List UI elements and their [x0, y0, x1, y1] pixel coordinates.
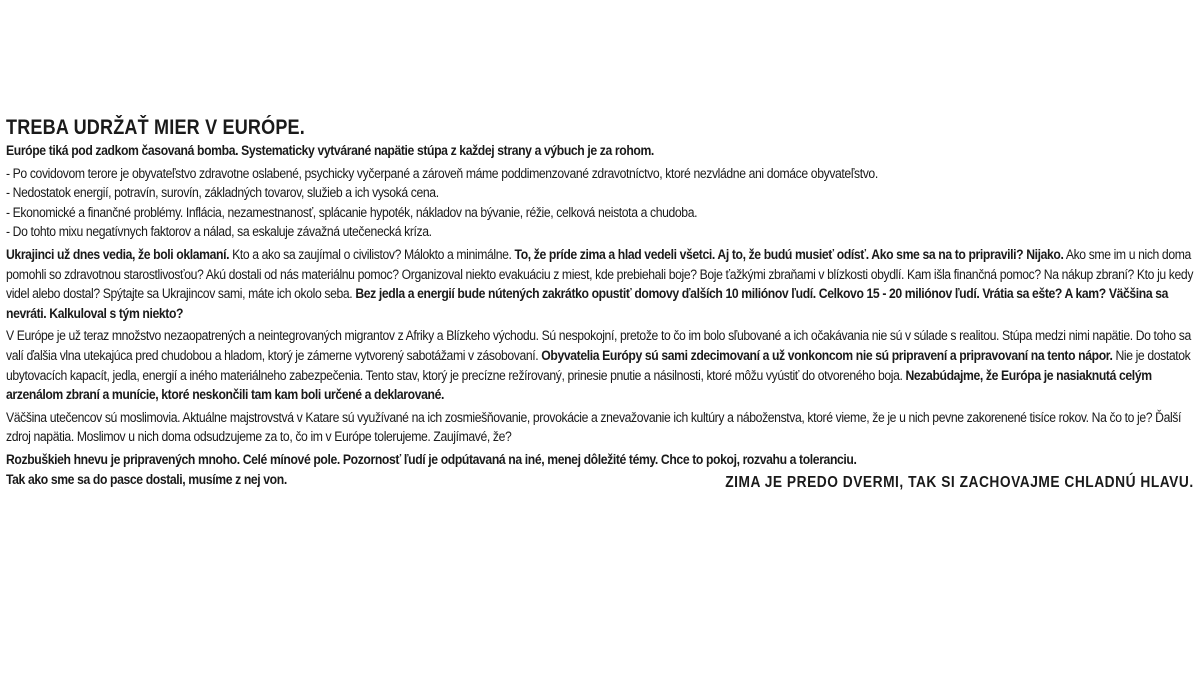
- list-item: - Ekonomické a finančné problémy. Inflácia, nezamestnanosť, splácanie hypoték, nákladov na bývanie, réžie, celková neistota a chudoba.: [6, 204, 698, 221]
- tension-sentence: Rozbuškieh hnevu je pripravených mnoho. Celé mínové pole. Pozornosť ľudí je odpútavaná na iné, menej dôležité témy. Chce to pokoj, rozvahu a toleranciu.: [6, 451, 857, 468]
- muslims-paragraph: Väčšina utečencov sú moslimovia. Aktuálne majstrovstvá v Katare sú využívané na ich zosmiešňovanie, provokácie a znevažovanie ich kultúry a náboženstva, ktoré vieme, že je u nich pevne zakorenené tisíce rokov. Na čo to je? Ďalší zdroj napätia. Moslimov u nich doma odsudzujeme za to, čo im v Európe tolerujeme. Zaujímavé, že?: [6, 409, 1182, 446]
- document-title: TREBA UDRŽAŤ MIER V EURÓPE.: [6, 116, 305, 139]
- text-run: To, že príde zima a hlad vedeli všetci. Aj to, že budú musieť odísť. Ako sme sa na to pripravili? Nijako.: [514, 246, 1064, 263]
- closing-row: [6, 471, 1194, 491]
- text-run: Nezabúdajme, že Európa je nasiaknutá celým arzenálom zbraní a munície, ktoré neskončili tam kam boli určené a deklarované.: [6, 367, 1152, 404]
- migration-paragraph: [6, 327, 1194, 405]
- text-run: Ukrajinci už dnes vedia, že boli oklamaní.: [6, 246, 230, 263]
- list-item: - Do tohto mixu negatívnych faktorov a nálad, sa eskaluje závažná utečenecká kríza.: [6, 224, 432, 241]
- text-run: Obyvatelia Európy sú sami zdecimovaní a už vonkoncom nie sú pripravení a pripravovaní na tento nápor.: [541, 347, 1113, 364]
- text-run: Nie je dostatok ubytovacích kapacít, jedla, energií a iného materiálneho zabezpečenia. Tento stav, ktorý je precízne režírovaný, prinesie pnutie a násilnosti, ktoré môžu vyústiť do otvoreného boja.: [6, 347, 1191, 384]
- text-run: Ako sme im u nich doma pomohli so zdravotnou starostlivosťou? Akú dostali od nás materiálnu pomoc? Organizoval niekto evakuáciu z miest, kde prebiehali boje? Boje ťažkými zbraňami v blízkosti obydlí. Kam išla finančná pomoc? Na nákup zbraní? Kto ju kedy videl alebo dostal? Spýtajte sa Ukrajincov sami, máte ich okolo seba.: [6, 246, 1194, 303]
- closing-section: [6, 451, 1194, 490]
- text-run: Kto a ako sa zaujímal o civilistov? Málokto a minimálne.: [229, 246, 515, 263]
- final-slogan: ZIMA JE PREDO DVERMI, TAK SI ZACHOVAJME CHLADNÚ HLAVU.: [725, 473, 1194, 491]
- list-item: - Po covidovom terore je obyvateľstvo zdravotne oslabené, psychicky vyčerpané a zároveň máme poddimenzované zdravotníctvo, ktoré nezvládne ani domáce obyvateľstvo.: [6, 165, 878, 182]
- problem-list: [6, 165, 1194, 243]
- document-body: [6, 116, 1194, 490]
- text-run: V Európe je už teraz množstvo nezaopatrených a neintegrovaných migrantov z Afriky a Blízkeho východu. Sú nespokojní, pretože to čo im bolo sľubované a ich očakávania nie sú v súlade s realitou. Stúpa medzi nimi napätie. Do toho sa valí ďalšia vlna utekajúca pred chudobou a hladom, ktorý je zámerne vytvorený sabotážami v zásobovaní.: [6, 328, 1191, 364]
- intro-paragraph: Európe tiká pod zadkom časovaná bomba. Systematicky vytvárané napätie stúpa z každej strany a výbuch je za rohom.: [6, 143, 654, 159]
- ukraine-paragraph: [6, 246, 1194, 324]
- trap-sentence: Tak ako sme sa do pasce dostali, musíme z nej von.: [6, 471, 287, 488]
- list-item: - Nedostatok energií, potravín, surovín, základných tovarov, služieb a ich vysoká cena.: [6, 185, 439, 202]
- text-run: Bez jedla a energií bude nútených zakrátko opustiť domovy ďalších 10 miliónov ľudí. Celkovo 15 - 20 miliónov ľudí. Vrátia sa ešte? A kam? Väčšina sa nevráti. Kalkuloval s tým niekto?: [6, 286, 1169, 322]
